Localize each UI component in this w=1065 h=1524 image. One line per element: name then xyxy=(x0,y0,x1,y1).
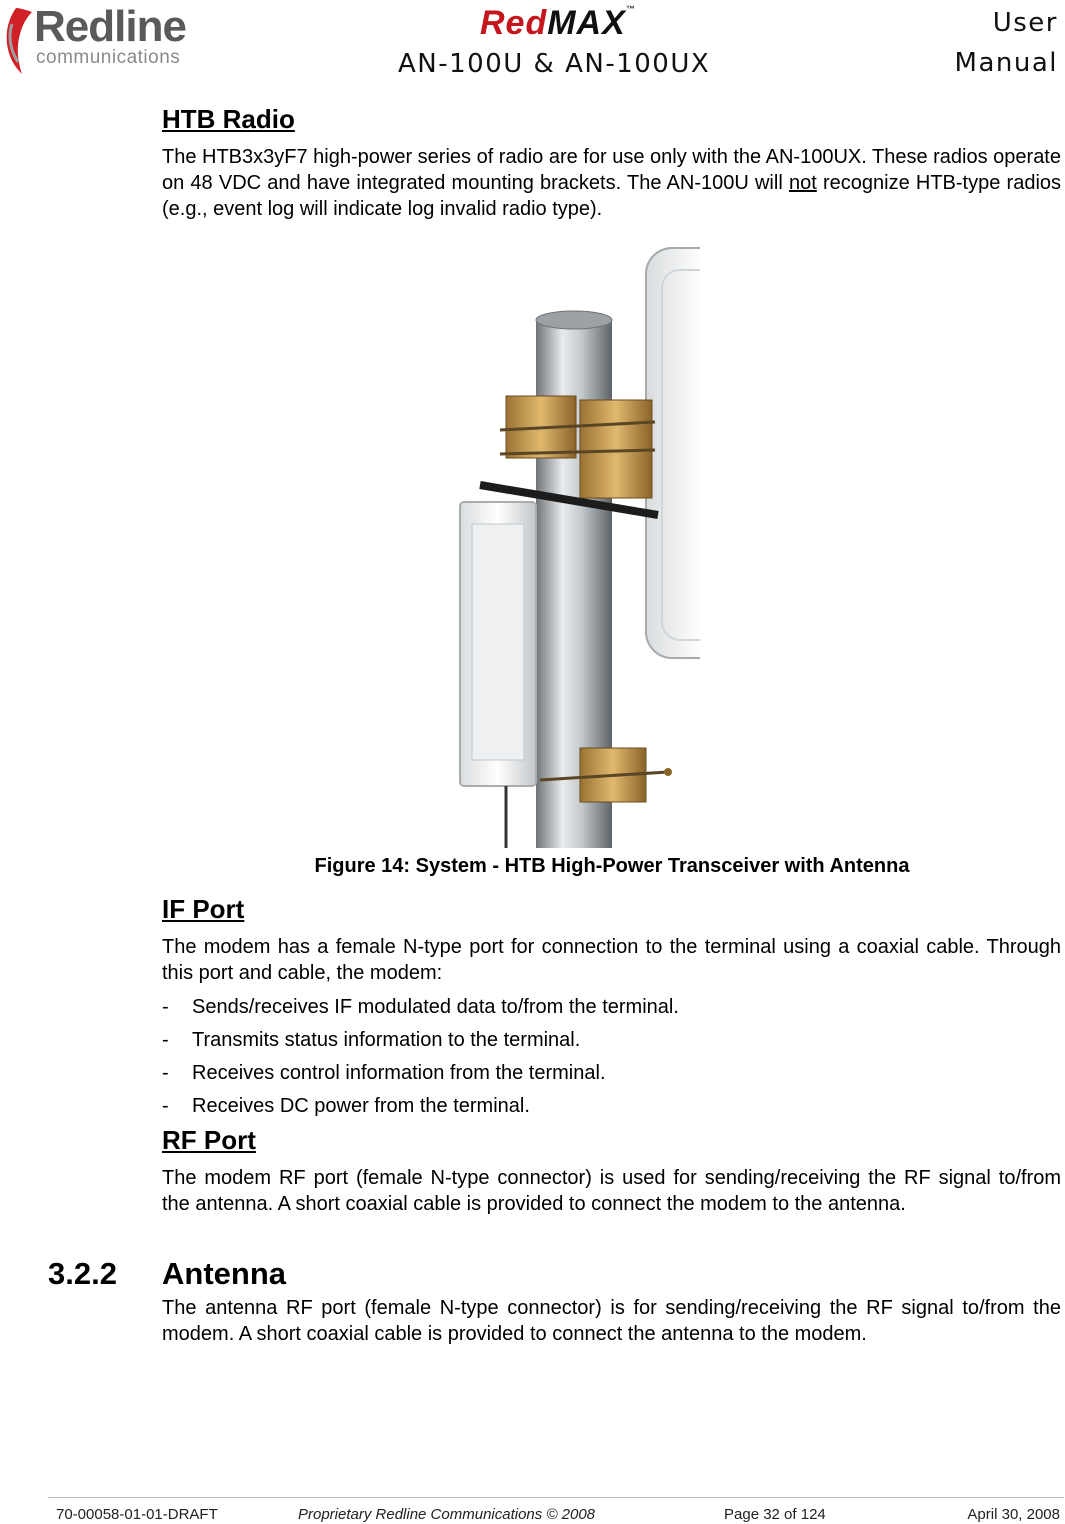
upper-mounting-bracket xyxy=(480,396,658,515)
bullet-text: Receives DC power from the terminal. xyxy=(192,1095,530,1117)
paragraph-rf-port: The modem RF port (female N-type connector) is used for sending/receiving the RF signal to/from the antenna. A short coaxial cable is provided to connect the modem to the antenna. xyxy=(162,1167,1061,1215)
bullet-marker: - xyxy=(162,996,169,1018)
section-number: 3.2.2 xyxy=(48,1256,117,1291)
htb-text-emphasis: not xyxy=(788,172,817,194)
doc-type-line2: Manual xyxy=(954,48,1058,78)
footer-page-number: Page 32 of 124 xyxy=(724,1506,826,1523)
logo-wordmark: Redline xyxy=(34,2,186,51)
redmax-red: Red xyxy=(480,4,548,42)
list-item xyxy=(162,1093,530,1119)
redmax-brand xyxy=(480,4,636,43)
list-item xyxy=(162,1060,606,1086)
list-item xyxy=(162,994,679,1020)
htb-text-part2: recognize HTB-type radios (e.g., event log will indicate log invalid radio type). xyxy=(162,172,1062,220)
htb-transceiver-illustration xyxy=(440,240,700,848)
redline-logo xyxy=(2,4,212,74)
paragraph-antenna: The antenna RF port (female N-type connector) is for sending/receiving the RF signal to/from the modem. A short coaxial cable is provided to connect the antenna to the modem. xyxy=(162,1297,1061,1345)
bullet-marker: - xyxy=(162,1095,169,1117)
trademark-symbol: ™ xyxy=(625,4,636,14)
redmax-max: MAX xyxy=(547,4,626,42)
heading-htb-radio: HTB Radio xyxy=(162,104,295,134)
footer-divider xyxy=(48,1497,1064,1498)
figure-caption: Figure 14: System - HTB High-Power Transceiver with Antenna xyxy=(314,855,910,877)
heading-rf-port: RF Port xyxy=(162,1125,256,1155)
bullet-marker: - xyxy=(162,1062,169,1084)
footer-date: April 30, 2008 xyxy=(967,1506,1060,1523)
document-type xyxy=(955,3,1058,83)
bullet-marker: - xyxy=(162,1029,169,1051)
htb-text-part1: The HTB3x3yF7 high-power series of radio are for use only with the AN-100UX. These radios operate on 48 VDC and have integrated mounting brackets. The AN-100U will xyxy=(162,146,1061,194)
product-model: AN-100U & AN-100UX xyxy=(398,49,711,79)
panel-antenna xyxy=(646,248,700,658)
bullet-text: Sends/receives IF modulated data to/from the terminal. xyxy=(192,996,679,1018)
bullet-text: Receives control information from the terminal. xyxy=(192,1062,606,1084)
doc-type-line1: User xyxy=(992,8,1058,38)
paragraph-htb-radio xyxy=(162,144,1061,222)
page-header xyxy=(0,0,1065,92)
transceiver-unit xyxy=(460,502,536,848)
bullet-text: Transmits status information to the terminal. xyxy=(192,1029,581,1051)
section-title: Antenna xyxy=(162,1256,286,1291)
logo-subtitle: communications xyxy=(36,47,181,68)
paragraph-if-port: The modem has a female N-type port for connection to the terminal using a coaxial cable. Through this port and cable, the modem: xyxy=(162,936,1061,984)
list-item xyxy=(162,1027,580,1053)
heading-if-port: IF Port xyxy=(162,894,245,924)
footer-doc-id: 70-00058-01-01-DRAFT xyxy=(56,1506,218,1523)
footer-copyright: Proprietary Redline Communications © 2008 xyxy=(298,1506,596,1523)
